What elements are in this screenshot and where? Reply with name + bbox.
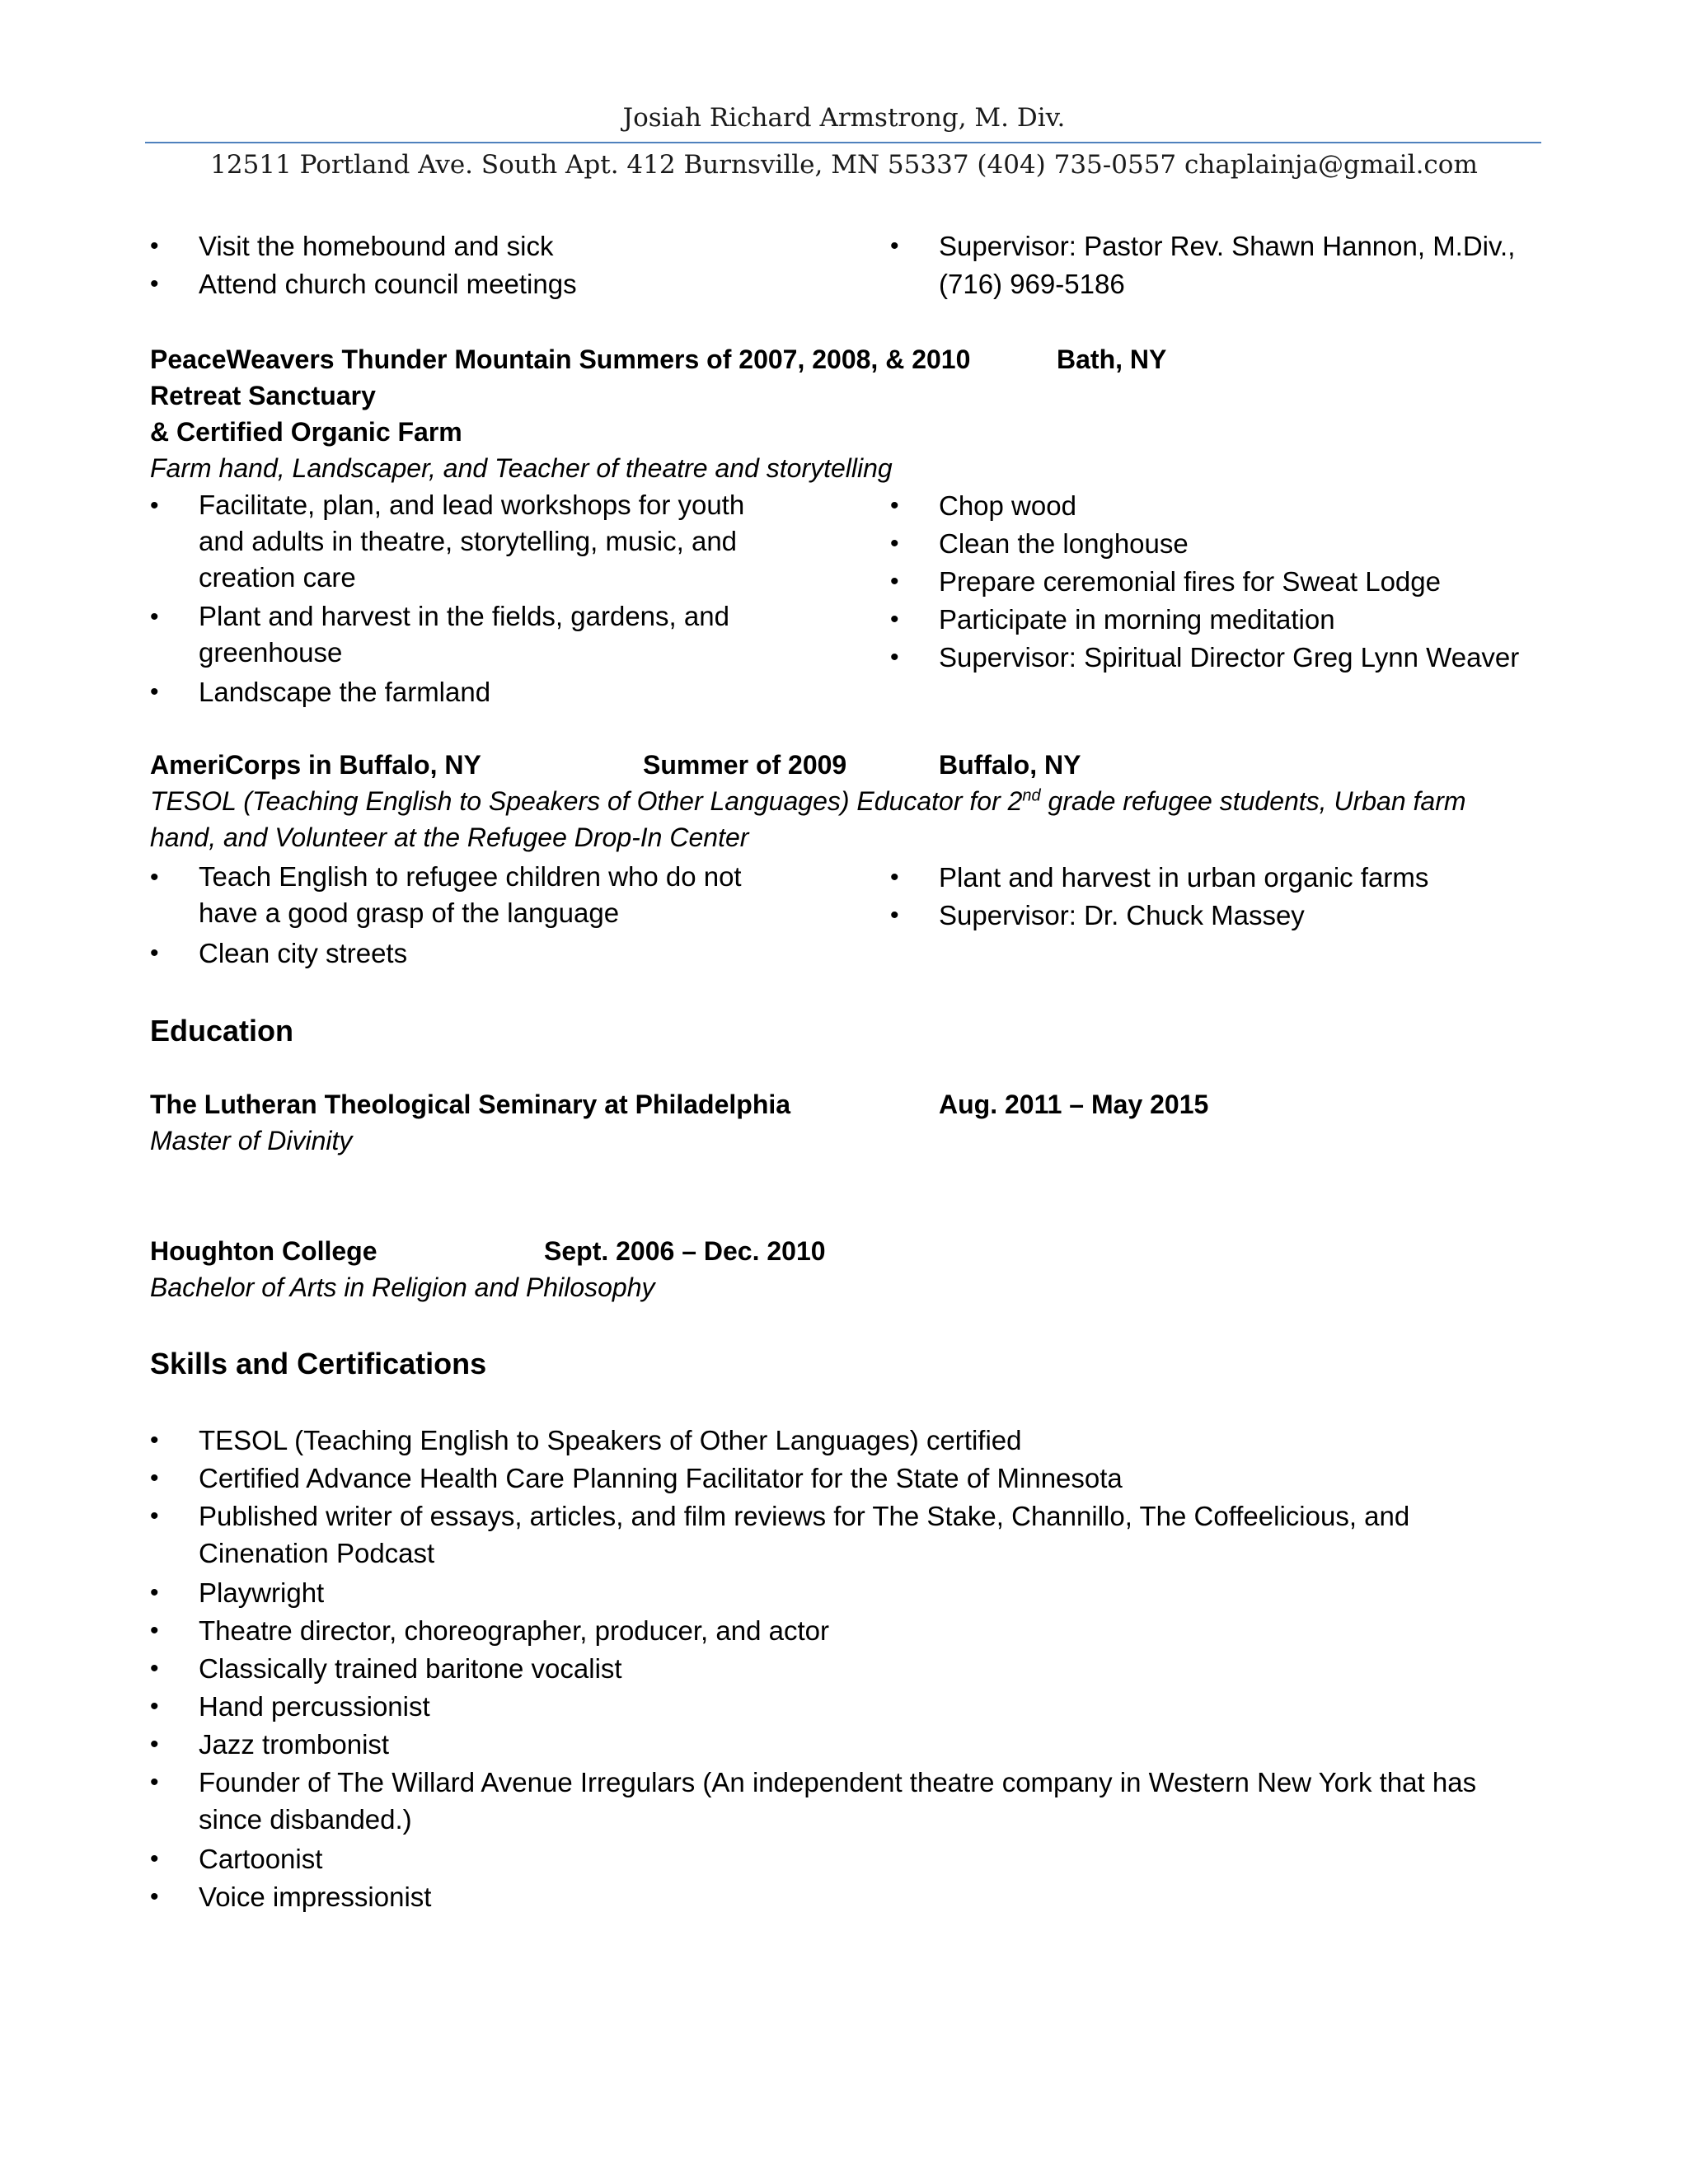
edu-degree: Master of Divinity (150, 1126, 353, 1155)
header-rule (145, 142, 1541, 143)
bullet: • (150, 1427, 159, 1454)
bullet: • (150, 864, 159, 891)
list-item: Supervisor: Pastor Rev. Shawn Hannon, M.Div., (716) 969-5186 (939, 231, 1516, 299)
job-dates: Summer of 2009 (643, 750, 847, 780)
skill-item: Hand percussionist (199, 1691, 430, 1722)
list-item: Clean city streets (199, 938, 408, 968)
edu-degree: Bachelor of Arts in Religion and Philosophy (150, 1272, 655, 1302)
bullet: • (150, 1845, 159, 1872)
bullet: • (150, 1502, 159, 1530)
job-org: PeaceWeavers Thunder Mountain Summers of 2007, 2008, & 2010 (150, 344, 971, 374)
job-role: TESOL (Teaching English to Speakers of Other Languages) Educator for 2nd grade refugee students, Urban farm (150, 786, 1466, 816)
bullet: • (890, 568, 899, 595)
job-location: Bath, NY (1057, 344, 1167, 374)
bullet: • (150, 678, 159, 705)
bullet: • (150, 1731, 159, 1758)
list-item: Participate in morning meditation (939, 604, 1335, 635)
bullet: • (150, 1883, 159, 1910)
skill-item: Jazz trombonist (199, 1729, 390, 1760)
edu-dates: Sept. 2006 – Dec. 2010 (544, 1236, 826, 1266)
bullet: • (890, 902, 899, 929)
section-heading-education: Education (150, 1014, 294, 1047)
candidate-name: Josiah Richard Armstrong, M. Div. (622, 103, 1066, 133)
job-org-line2: Retreat Sanctuary (150, 381, 376, 410)
bullet: • (150, 1579, 159, 1606)
job-org-line3: & Certified Organic Farm (150, 417, 462, 447)
job-location: Buffalo, NY (939, 750, 1081, 780)
skill-item: Founder of The Willard Avenue Irregulars (An independent theatre company in Western New York that has since disbanded.) (199, 1767, 1477, 1835)
list-item: Visit the homebound and sick (199, 231, 554, 261)
contact-info: 12511 Portland Ave. South Apt. 412 Burnsville, MN 55337 (404) 735-0557 chaplainja@gmail.com (210, 150, 1478, 180)
list-item: Supervisor: Spiritual Director Greg Lynn Weaver (939, 642, 1520, 673)
bullet: • (890, 606, 899, 633)
list-item: Prepare ceremonial fires for Sweat Lodge (939, 566, 1441, 597)
skill-item: Voice impressionist (199, 1882, 432, 1912)
bullet: • (150, 603, 159, 630)
list-item: Clean the longhouse (939, 528, 1189, 559)
bullet: • (150, 270, 159, 298)
bullet: • (890, 530, 899, 557)
list-item: Landscape the farmland (199, 677, 491, 707)
bullet: • (150, 1693, 159, 1720)
bullet: • (150, 1655, 159, 1682)
bullet: • (150, 492, 159, 519)
bullet: • (150, 1465, 159, 1492)
list-item: Plant and harvest in urban organic farms (939, 862, 1429, 893)
edu-dates: Aug. 2011 – May 2015 (939, 1090, 1209, 1119)
edu-school: Houghton College (150, 1236, 377, 1266)
list-item: Supervisor: Dr. Chuck Massey (939, 900, 1305, 930)
skill-item: Published writer of essays, articles, and film reviews for The Stake, Channillo, The Coffeelicious, and Cinenation Podcast (199, 1501, 1410, 1568)
bullet: • (150, 1769, 159, 1796)
skill-item: Playwright (199, 1577, 325, 1608)
bullet: • (150, 940, 159, 967)
job-role: Farm hand, Landscaper, and Teacher of theatre and storytelling (150, 453, 893, 483)
skill-item: TESOL (Teaching English to Speakers of Other Languages) certified (199, 1425, 1022, 1455)
list-item: Teach English to refugee children who do not have a good grasp of the language (199, 861, 742, 928)
list-item: Facilitate, plan, and lead workshops for youth and adults in theatre, storytelling, music, and creation care (199, 490, 745, 593)
bullet: • (150, 1617, 159, 1644)
bullet: • (890, 232, 899, 260)
list-item: Chop wood (939, 490, 1076, 521)
list-item: Attend church council meetings (199, 269, 577, 299)
job-role-line2: hand, and Volunteer at the Refugee Drop-In Center (150, 823, 749, 852)
edu-school: The Lutheran Theological Seminary at Philadelphia (150, 1090, 791, 1119)
section-heading-skills: Skills and Certifications (150, 1347, 487, 1380)
skill-item: Theatre director, choreographer, producer, and actor (199, 1615, 829, 1646)
list-item: Plant and harvest in the fields, gardens, and greenhouse (199, 601, 729, 668)
bullet: • (890, 492, 899, 519)
bullet: • (890, 864, 899, 891)
bullet: • (150, 232, 159, 260)
bullet: • (890, 644, 899, 671)
skill-item: Classically trained baritone vocalist (199, 1653, 622, 1684)
job-org: AmeriCorps in Buffalo, NY (150, 750, 481, 780)
skill-item: Certified Advance Health Care Planning Facilitator for the State of Minnesota (199, 1463, 1123, 1493)
skill-item: Cartoonist (199, 1844, 323, 1874)
